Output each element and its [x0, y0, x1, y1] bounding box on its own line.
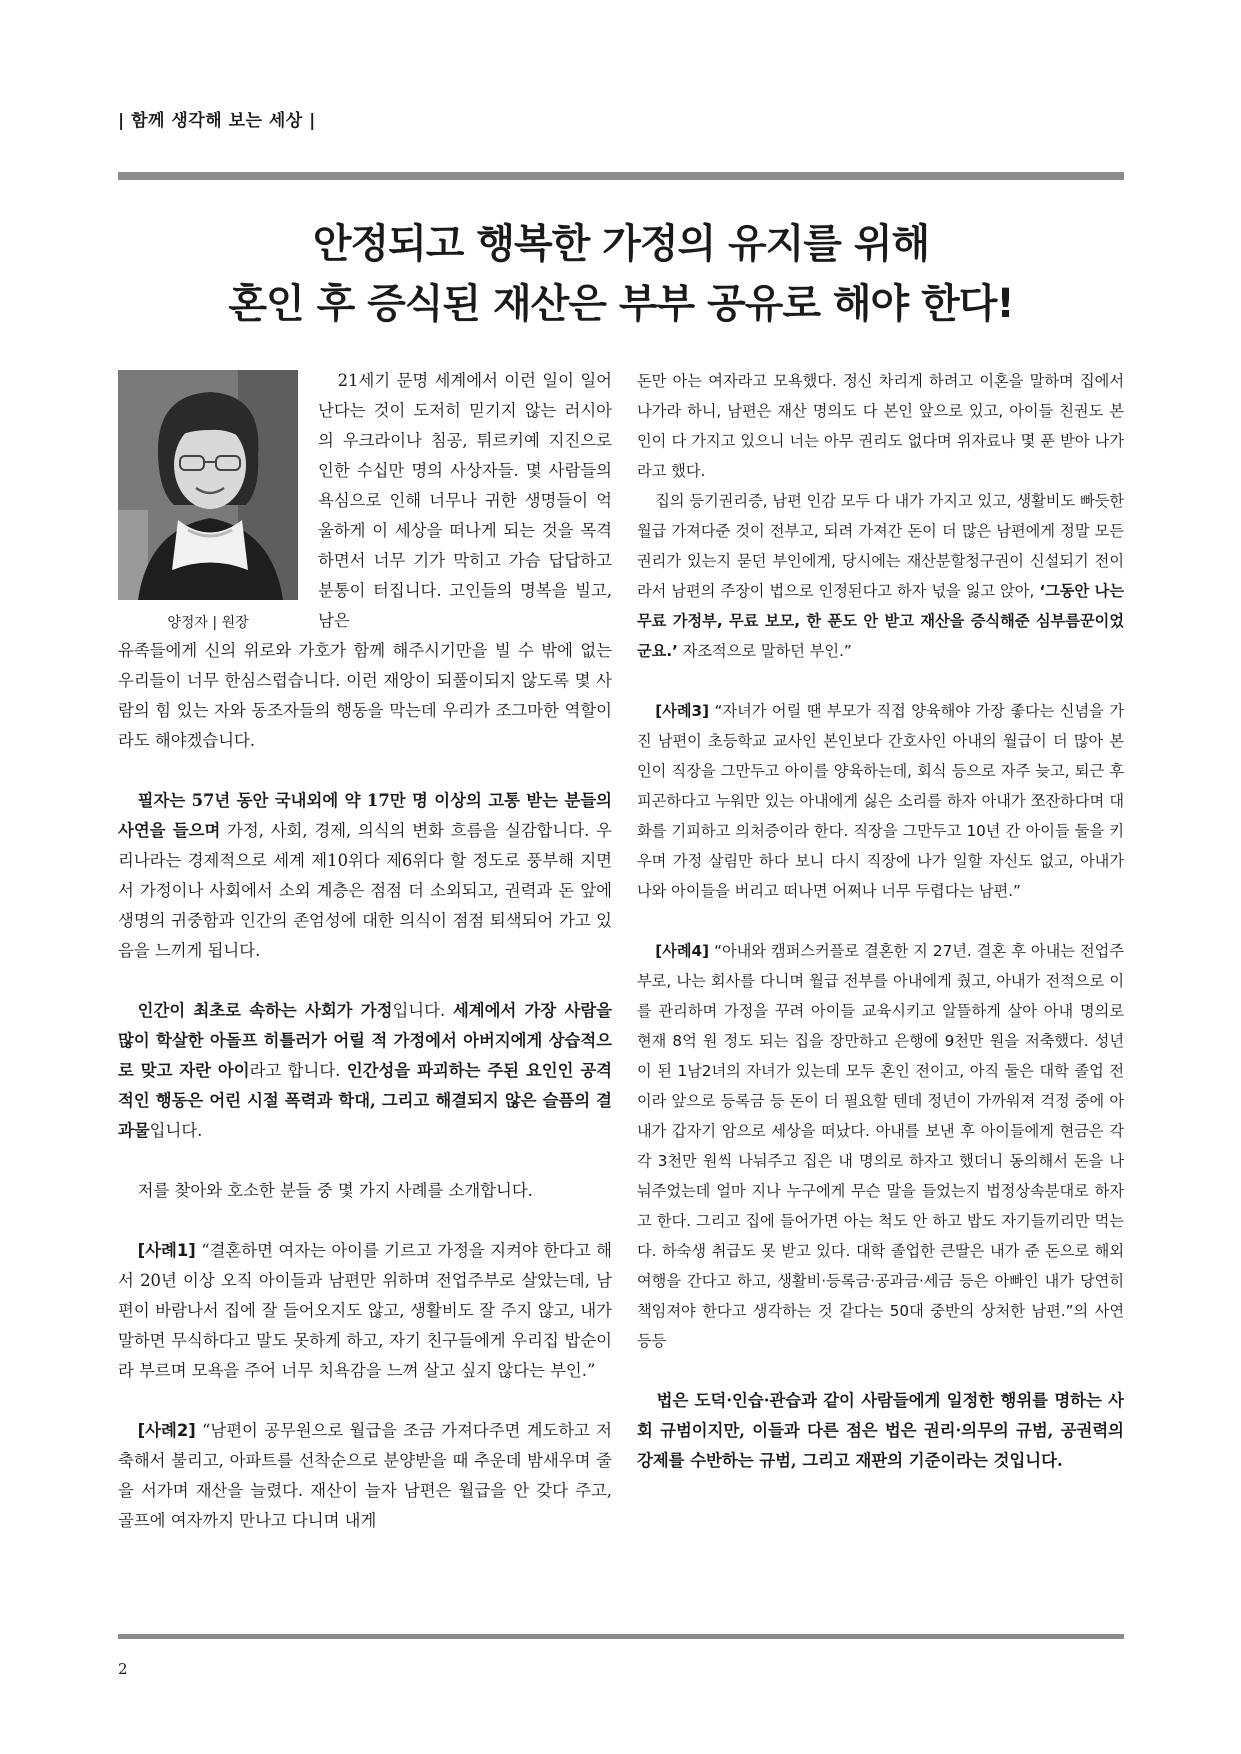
article-title: [118, 214, 1124, 334]
case-4-text: “아내와 캠퍼스커플로 결혼한 지 27년. 결혼 후 아내는 전업주부로, 나는 회사를 다니며 월급 전부를 아내에게 줬고, 아내가 전적으로 이를 관리하며 가정을 꾸려 아이들 교육시키고 알뜰하게 살아 아내 명의로 현재 8억 원 정도 되는 집을 장만하고 은행에 9천만 원을 저축했다. 성년이 된 1남2녀의 자녀가 있는데 모두 혼인 전이고, 아직 둘은 대학 졸업 전이라 앞으로 등록금 등 돈이 더 필요할 텐데 정년이 가까워져 걱정 중에 아내가 갑자기 암으로 세상을 떠났다. 아내를 보낸 후 아이들에게 현금은 각각 3천만 원씩 나눠주고 집은 내 명의로 하자고 했더니 동의해서 돈을 나눠주었는데 얼마 지나 누구에게 무슨 말을 들었는지 법정상속분대로 하자고 한다. 그리고 집에 들어가면 아는 척도 안 하고 밥도 자기들끼리만 먹는다. 하숙생 취급도 못 받고 있다. 대학 졸업한 큰딸은 내가 준 돈으로 해외여행을 간다고 하고, 생활비·등록금·공과금·세금 등은 아빠인 내가 당연히 책임져야 한다고 생각하는 것 같다는 50대 중반의 상처한 남편.”의 사연 등등: [637, 942, 1124, 1350]
case-2-end: 자조적으로 말하던 부인.”: [677, 642, 852, 660]
paragraph-3-text-1: 입니다.: [392, 1001, 453, 1020]
intro-paragraph-cont: 유족들에게 신의 위로와 가호가 함께 해주시기만을 빌 수 밖에 없는 우리들이 너무 한심스럽습니다. 이런 재앙이 되풀이되지 않도록 몇 사람의 힘 있는 자와 동조자들의 행동을 막는데 우리가 조그마한 역할이라도 해야겠습니다.: [118, 641, 612, 750]
case-2-continued-2: [637, 486, 1124, 666]
case-3: [637, 696, 1124, 906]
section-tag: | 함께 생각해 보는 세상 |: [118, 111, 316, 131]
author-caption: 양정자 | 원장: [167, 615, 249, 631]
paragraph-3-bold-1: 인간이 최초로 속하는 사회가 가정: [137, 1001, 393, 1020]
case-4-label: [사례4]: [655, 942, 710, 960]
case-1-label: [사례1]: [137, 1241, 196, 1260]
paragraph-3-text-3: 입니다.: [149, 1121, 203, 1140]
title-line-2: 혼인 후 증식된 재산은 부부 공유로 해야 한다!: [228, 281, 1014, 327]
paragraph-2-bold: 필자는 57년 동안 국내외에 약 17만 명 이상의 고통 받는 분들의 사연을 들으며: [118, 791, 612, 840]
paragraph-3: [118, 996, 612, 1146]
paragraph-2-text: 가정, 사회, 경제, 의식의 변화 흐름을 실감합니다. 우리나라는 경제적으로 세계 제10위다 제6위다 할 정도로 풍부해 지면서 가정이나 사회에서 소외 계층은 점점 더 소외되고, 권력과 돈 앞에 생명의 귀중함과 인간의 존엄성에 대한 의식이 점점 퇴색되어 가고 있음을 느끼게 됩니다.: [118, 821, 612, 960]
intro-paragraph-start: 21세기 문명 세계에서 이런 일이 일어난다는 것이 도저히 믿기지 않는 러시아의 우크라이나 침공, 튀르키예 지진으로 인한 수십만 명의 사상자들. 몇 사람들의 욕심으로 인해 너무나 귀한 생명들이 억울하게 이 세상을 떠나게 되는 것을 목격하면서 너무 기가 막히고 가슴 답답하고 분통이 터집니다. 고인들의 명복을 빌고, 남은: [318, 371, 612, 630]
case-1: [118, 1236, 612, 1386]
right-column: [637, 366, 1124, 1476]
case-2-cont2-text: 집의 등기권리증, 남편 인감 모두 다 내가 가지고 있고, 생활비도 빠듯한 월급 가져다준 것이 전부고, 되려 가져간 돈이 더 많은 남편에게 정말 모든 권리가 있는지 묻던 부인에게, 당시에는 재산분할청구권이 신설되기 전이라서 남편의 주장이 법으로 인정된다고 하자 넋을 잃고 앉아,: [637, 492, 1124, 600]
case-3-text: “자녀가 어릴 땐 부모가 직접 양육해야 가장 좋다는 신념을 가진 남편이 초등학교 교사인 본인보다 간호사인 아내의 월급이 더 많아 본인이 직장을 그만두고 아이를 양육하는데, 회식 등으로 자주 늦고, 퇴근 후 피곤하다고 누워만 있는 아내에게 싫은 소리를 하자 아내가 쪼잔하다며 대화를 기피하고 의처증이라 한다. 직장을 그만두고 10년 간 아이들 둘을 키우며 가정 살림만 하다 보니 다시 직장에 나가 일할 자신도 없고, 아내가 나와 아이들을 버리고 떠나면 어쩌나 너무 두렵다는 남편.”: [637, 702, 1124, 900]
author-photo: [118, 370, 298, 600]
case-4: [637, 936, 1124, 1356]
paragraph-3-text-2: 라고 합니다.: [249, 1061, 347, 1080]
title-line-1: 안정되고 행복한 가정의 유지를 위해: [312, 221, 930, 267]
author-portrait-image: [118, 370, 298, 600]
top-divider: [118, 172, 1124, 180]
case-3-label: [사례3]: [655, 702, 710, 720]
case-2: [118, 1416, 612, 1536]
intro-wrap-text: [318, 366, 612, 636]
paragraph-4: 저를 찾아와 호소한 분들 중 몇 가지 사례를 소개합니다.: [137, 1181, 533, 1200]
page-number: 2: [118, 1660, 128, 1678]
paragraph-3-bold-2: 세계에서 가장 사람을 많이 학살한 아돌프 히틀러가 어릴 적 가정에서 아버지에게 상습적으로 맞고 자란 아이: [118, 1001, 613, 1080]
case-2-quote: ‘그동안 나는 무료 가정부, 무료 보모, 한 푼도 안 받고 재산을 증식해준 심부름꾼이었군요.’: [637, 582, 1124, 660]
case-2-continued: 돈만 아는 여자라고 모욕했다. 정신 차리게 하려고 이혼을 말하며 집에서 나가라 하니, 남편은 재산 명의도 다 본인 앞으로 있고, 아이들 친권도 본인이 다 가지고 있으니 너는 아무 권리도 없다며 위자료나 몇 푼 받아 나가라고 했다.: [637, 372, 1124, 480]
case-2-label: [사례2]: [137, 1421, 196, 1440]
conclusion-text: 법은 도덕·인습·관습과 같이 사람들에게 일정한 행위를 명하는 사회 규범이지만, 이들과 다른 점은 법은 권리·의무의 규범, 공권력의 강제를 수반하는 규범, 그리고 재판의 기준이라는 것입니다.: [637, 1391, 1124, 1470]
paragraph-2: [118, 786, 612, 966]
conclusion: [637, 1386, 1124, 1476]
bottom-divider: [118, 1634, 1124, 1639]
case-1-text: “결혼하면 여자는 아이를 기르고 가정을 지켜야 한다고 해서 20년 이상 오직 아이들과 남편만 위하며 전업주부로 살았는데, 남편이 바람나서 집에 잘 들어오지도 않고, 생활비도 잘 주지 않고, 내가 말하면 무식하다고 말도 못하게 하고, 자기 친구들에게 우리집 밥순이라 부르며 모욕을 주어 너무 치욕감을 느껴 살고 싶지 않다는 부인.”: [118, 1241, 612, 1380]
case-2-text: “남편이 공무원으로 월급을 조금 가져다주면 계도하고 저축해서 불리고, 아파트를 선착순으로 분양받을 때 추운데 밤새우며 줄을 서가며 재산을 늘렸다. 재산이 늘자 남편은 월급을 안 갖다 주고, 골프에 여자까지 만나고 다니며 내게: [118, 1421, 612, 1530]
left-column: [118, 636, 612, 1536]
paragraph-3-bold-3: 인간성을 파괴하는 주된 요인인 공격적인 행동은 어린 시절 폭력과 학대, 그리고 해결되지 않은 슬픔의 결과물: [118, 1061, 613, 1140]
